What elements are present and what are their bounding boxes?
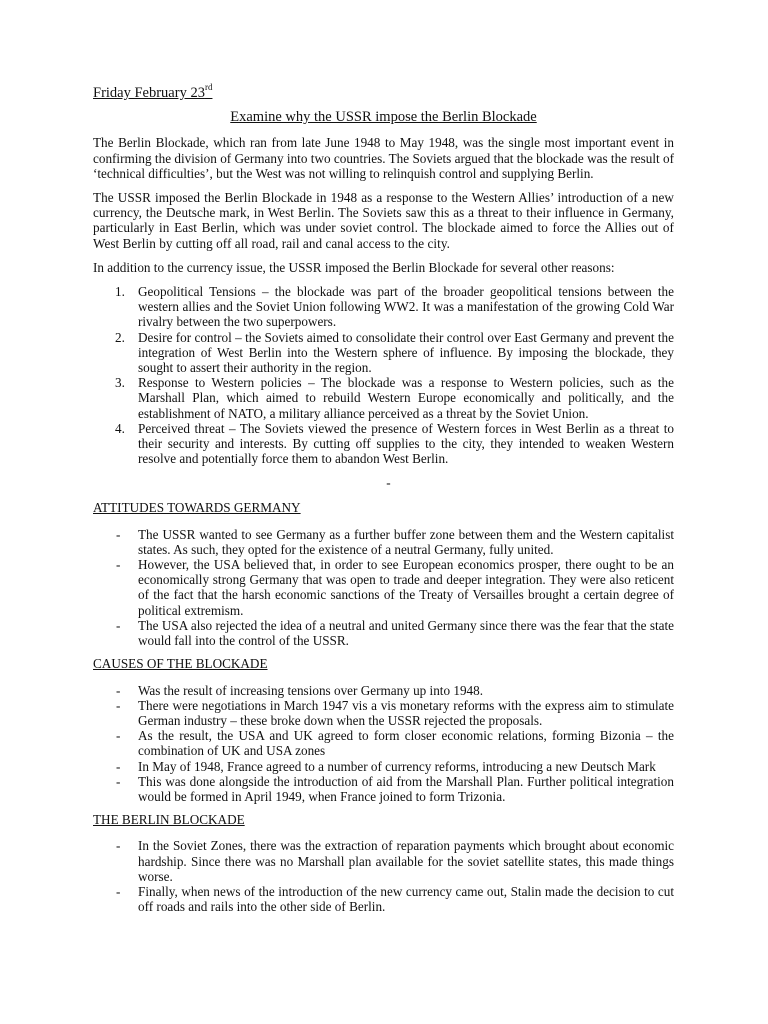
reasons-list xyxy=(93,284,674,466)
currency-paragraph: The USSR imposed the Berlin Blockade in 1948 as a response to the Western Allies’ introduction of a new currency, the Deutsche mark, in West Berlin. The Soviets saw this as a threat to their influence in Germany, particularly in East Berlin, which was under soviet control. The blockade aimed to force the Allies out of West Berlin by cutting off all road, rail and canal access to the city. xyxy=(93,190,674,251)
intro-paragraph: The Berlin Blockade, which ran from late June 1948 to May 1948, was the single most important event in confirming the division of Germany into two countries. The Soviets argued that the blockade was the result of ‘technical difficulties’, but the West was not willing to relinquish control and supplying Berlin. xyxy=(93,135,674,181)
dash-bullet: - xyxy=(116,883,121,899)
reason-item: 4. Perceived threat – The Soviets viewed the presence of Western forces in West Berlin as a threat to their security and interests. By cutting off supplies to the city, they intended to weaken Western resolve and potentially force them to abandon West Berlin. xyxy=(115,420,674,467)
list-item: - However, the USA believed that, in order to see European economics prosper, there ought to be an economically strong Germany that was open to trade and deeper integration. They were also reticent of the fact that the harsh economic sanctions of the Treaty of Versailles brought a certain degree of political extremism. xyxy=(116,557,674,618)
dash-bullet: - xyxy=(116,682,121,698)
section-separator: - xyxy=(386,475,391,491)
reason-item: 2. Desire for control – the Soviets aimed to consolidate their control over East Germany and prevent the integration of West Berlin into the Western sphere of influence. By imposing the blockade, they sought to assert their authority in the region. xyxy=(115,329,674,376)
date-ordinal-suffix: rd xyxy=(204,82,213,93)
document-date: Friday February 23rd xyxy=(93,82,213,101)
list-number: 1. xyxy=(115,284,125,300)
dash-bullet: - xyxy=(116,758,121,774)
document-title: Examine why the USSR impose the Berlin Blockade xyxy=(230,109,537,126)
dash-bullet: - xyxy=(116,557,121,573)
list-item: - Was the result of increasing tensions over Germany up into 1948. xyxy=(116,682,484,698)
section-heading-attitudes: ATTITUDES TOWARDS GERMANY xyxy=(93,500,301,516)
list-item: - The USSR wanted to see Germany as a further buffer zone between them and the Western capitalist states. As such, they opted for the existence of a neutral Germany, fully united. xyxy=(116,526,674,557)
dash-bullet: - xyxy=(116,773,121,789)
list-item: - In May of 1948, France agreed to a number of currency reforms, introducing a new Deutsch Mark xyxy=(116,758,656,774)
causes-list xyxy=(93,683,674,805)
blockade-list xyxy=(93,838,674,914)
list-number: 3. xyxy=(115,375,125,391)
dash-bullet: - xyxy=(116,617,121,633)
document-page xyxy=(93,82,674,922)
reason-item: 1. Geopolitical Tensions – the blockade was part of the broader geopolitical tensions between the western allies and the Soviet Union following WW2. It was a manifestation of the growing Cold War rivalry between the two superpowers. xyxy=(115,284,674,330)
dash-bullet: - xyxy=(116,728,121,744)
list-item: - In the Soviet Zones, there was the extraction of reparation payments which brought about economic hardship. Since there was no Marshall plan available for the soviet satellite states, this made things worse. xyxy=(116,838,674,884)
list-number: 4. xyxy=(115,420,125,436)
dash-bullet: - xyxy=(116,697,121,713)
reasons-lead-paragraph: In addition to the currency issue, the USSR imposed the Berlin Blockade for several other reasons: xyxy=(93,259,615,275)
section-heading-causes: CAUSES OF THE BLOCKADE xyxy=(93,656,268,672)
list-number: 2. xyxy=(115,329,125,345)
dash-bullet: - xyxy=(116,526,121,542)
list-item: - This was done alongside the introduction of aid from the Marshall Plan. Further political integration would be formed in April 1949, when France joined to form Trizonia. xyxy=(116,773,674,804)
attitudes-list xyxy=(93,527,674,649)
list-item: - Finally, when news of the introduction of the new currency came out, Stalin made the decision to cut off roads and rails into the other side of Berlin. xyxy=(116,883,674,915)
list-item: - As the result, the USA and UK agreed to form closer economic relations, forming Bizonia – the combination of UK and USA zones xyxy=(116,728,674,759)
section-heading-blockade: THE BERLIN BLOCKADE xyxy=(93,812,245,828)
list-item: - The USA also rejected the idea of a neutral and united Germany since there was the fear that the state would fall into the control of the USSR. xyxy=(116,617,674,649)
dash-bullet: - xyxy=(116,838,121,854)
list-item: - There were negotiations in March 1947 vis a vis monetary reforms with the express aim to stimulate German industry – these broke down when the USSR rejected the proposals. xyxy=(116,697,674,728)
reason-item: 3. Response to Western policies – The blockade was a response to Western policies, such as the Marshall Plan, which aimed to rebuild Western Europe economically and politically, and the establishment of NATO, a military alliance perceived as a threat by the Soviet Union. xyxy=(115,375,674,421)
